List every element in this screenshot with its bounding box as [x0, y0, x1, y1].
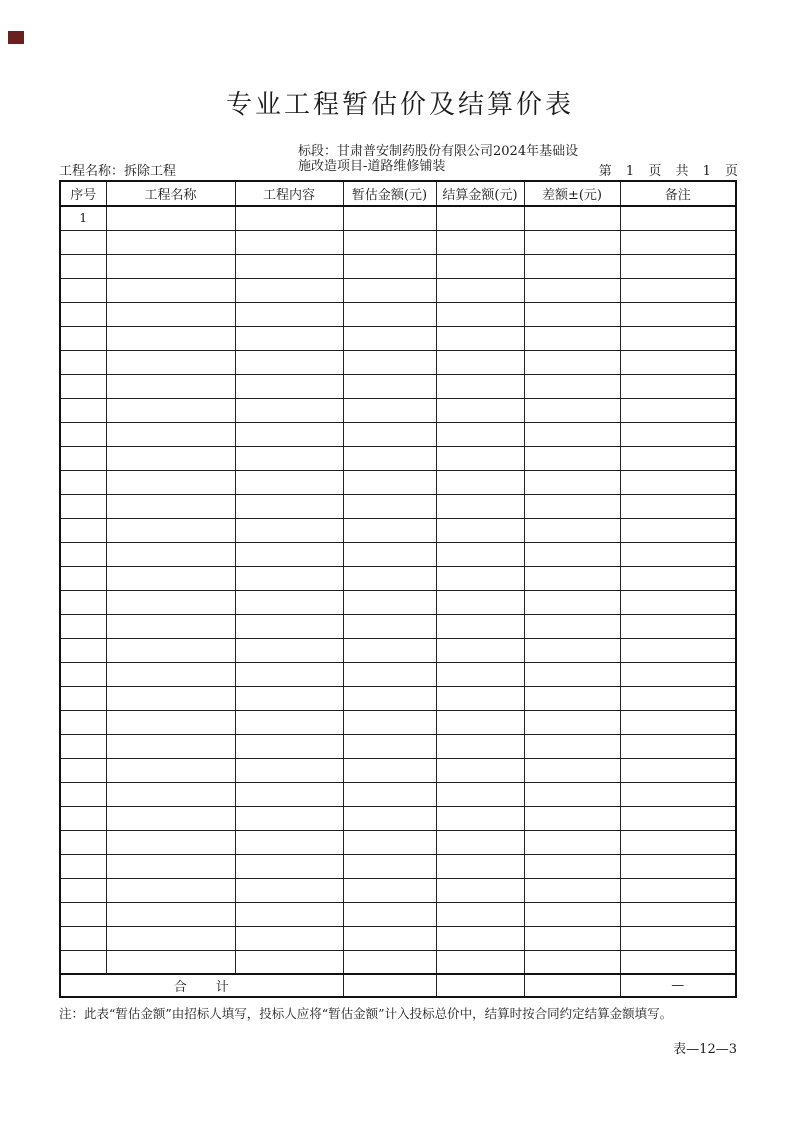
table-cell [436, 446, 524, 470]
table-cell [235, 398, 343, 422]
table-cell [524, 398, 620, 422]
header-difference: 差额±(元) [524, 181, 620, 206]
table-cell [524, 758, 620, 782]
table-row [60, 734, 736, 758]
table-cell [436, 518, 524, 542]
table-cell [60, 350, 106, 374]
table-cell [343, 518, 436, 542]
table-cell: 1 [60, 206, 106, 230]
table-cell [436, 590, 524, 614]
table-cell [106, 662, 235, 686]
table-cell [524, 878, 620, 902]
table-row [60, 494, 736, 518]
table-cell [235, 518, 343, 542]
header-row [60, 181, 736, 206]
section-info [298, 144, 578, 174]
table-cell [60, 926, 106, 950]
table-row [60, 398, 736, 422]
table-row [60, 446, 736, 470]
table-cell [524, 446, 620, 470]
table-cell [60, 542, 106, 566]
table-cell [343, 950, 436, 974]
table-cell [343, 254, 436, 278]
table-cell [60, 638, 106, 662]
table-cell [524, 782, 620, 806]
table-cell [343, 734, 436, 758]
table-cell [436, 878, 524, 902]
table-cell [60, 230, 106, 254]
table-cell [235, 350, 343, 374]
table-cell [620, 662, 736, 686]
table-cell [235, 230, 343, 254]
table-cell [620, 566, 736, 590]
table-cell [106, 638, 235, 662]
table-cell [620, 734, 736, 758]
table-cell [235, 254, 343, 278]
table-cell [436, 854, 524, 878]
table-cell [620, 302, 736, 326]
table-cell [343, 566, 436, 590]
table-cell [343, 374, 436, 398]
table-cell [524, 518, 620, 542]
table-cell [106, 494, 235, 518]
table-cell [620, 590, 736, 614]
table-row [60, 926, 736, 950]
table-cell [235, 614, 343, 638]
table-cell [524, 542, 620, 566]
table-cell [343, 206, 436, 230]
table-cell [60, 734, 106, 758]
total-row [60, 974, 736, 997]
table-cell [343, 350, 436, 374]
table-cell [620, 854, 736, 878]
table-cell [106, 422, 235, 446]
table-cell [235, 686, 343, 710]
table-cell [235, 302, 343, 326]
table-cell [524, 350, 620, 374]
table-cell [620, 422, 736, 446]
table-cell [60, 854, 106, 878]
table-row [60, 518, 736, 542]
table-cell [620, 686, 736, 710]
table-cell [436, 254, 524, 278]
table-cell [620, 230, 736, 254]
table-cell [106, 278, 235, 302]
table-cell [60, 782, 106, 806]
table-cell [235, 758, 343, 782]
section-line1: 标段：甘肃普安制药股份有限公司2024年基础设 [298, 144, 579, 159]
table-cell [106, 326, 235, 350]
table-cell [60, 254, 106, 278]
table-cell [235, 734, 343, 758]
table-cell [235, 206, 343, 230]
table-cell [620, 806, 736, 830]
table-cell [235, 854, 343, 878]
table-cell [106, 758, 235, 782]
table-cell [60, 758, 106, 782]
table-row [60, 686, 736, 710]
table-row [60, 710, 736, 734]
table-cell [436, 638, 524, 662]
table-cell [60, 710, 106, 734]
table-cell [235, 662, 343, 686]
table-cell [343, 302, 436, 326]
table-cell [620, 902, 736, 926]
table-cell [343, 614, 436, 638]
table-cell [343, 710, 436, 734]
table-cell [343, 662, 436, 686]
table-cell [620, 614, 736, 638]
table-cell [235, 926, 343, 950]
table-cell [343, 926, 436, 950]
table-cell [60, 326, 106, 350]
total-difference-cell [524, 974, 620, 997]
table-cell [343, 542, 436, 566]
table-cell [343, 758, 436, 782]
table-body [60, 206, 736, 974]
table-cell [620, 710, 736, 734]
table-cell [60, 278, 106, 302]
table-cell [235, 494, 343, 518]
header-seq: 序号 [60, 181, 106, 206]
table-cell [106, 902, 235, 926]
table-cell [60, 806, 106, 830]
table-cell [60, 470, 106, 494]
table-cell [620, 878, 736, 902]
header-settlement-amount: 结算金额(元) [436, 181, 524, 206]
table-cell [524, 422, 620, 446]
table-row [60, 614, 736, 638]
table-cell [524, 662, 620, 686]
table-cell [235, 950, 343, 974]
table-cell [436, 950, 524, 974]
table-cell [106, 710, 235, 734]
table-cell [524, 638, 620, 662]
header-estimated-amount: 暂估金额(元) [343, 181, 436, 206]
table-row [60, 470, 736, 494]
table-cell [620, 782, 736, 806]
table-cell [436, 566, 524, 590]
table-row [60, 206, 736, 230]
table-cell [343, 590, 436, 614]
table-cell [620, 542, 736, 566]
table-cell [343, 398, 436, 422]
table-row [60, 878, 736, 902]
table-row [60, 422, 736, 446]
table-cell [436, 734, 524, 758]
page-indicator: 第 1 页 共 1 页 [598, 164, 738, 179]
table-cell [620, 278, 736, 302]
table-cell [60, 374, 106, 398]
table-cell [436, 662, 524, 686]
table-cell [343, 446, 436, 470]
table-cell [106, 566, 235, 590]
table-row [60, 254, 736, 278]
table-cell [436, 278, 524, 302]
table-cell [524, 302, 620, 326]
table-cell [106, 590, 235, 614]
table-cell [106, 806, 235, 830]
table-cell [436, 902, 524, 926]
header-project-content: 工程内容 [235, 181, 343, 206]
section-line2: 施改造项目-道路维修铺装 [298, 159, 446, 174]
table-cell [524, 806, 620, 830]
table-cell [524, 254, 620, 278]
table-cell [436, 806, 524, 830]
table-cell [106, 398, 235, 422]
table-cell [343, 278, 436, 302]
table-cell [524, 590, 620, 614]
table-cell [524, 902, 620, 926]
table-cell [524, 566, 620, 590]
estimate-table [59, 180, 737, 998]
page-title: 专业工程暂估价及结算价表 [225, 90, 574, 120]
table-cell [106, 230, 235, 254]
table-cell [235, 566, 343, 590]
table-row [60, 806, 736, 830]
table-row [60, 374, 736, 398]
table-row [60, 854, 736, 878]
table-cell [436, 230, 524, 254]
table-cell [343, 230, 436, 254]
header-project-name: 工程名称 [106, 181, 235, 206]
table-cell [60, 422, 106, 446]
table-cell [343, 686, 436, 710]
total-estimated-cell [343, 974, 436, 997]
table-cell [620, 374, 736, 398]
table-row [60, 782, 736, 806]
table-cell [620, 446, 736, 470]
table-cell [524, 854, 620, 878]
total-label: 合 计 [60, 974, 343, 997]
table-cell [436, 758, 524, 782]
table-cell [106, 446, 235, 470]
table-cell [524, 374, 620, 398]
table-row [60, 902, 736, 926]
table-row [60, 950, 736, 974]
table-cell [343, 638, 436, 662]
table-row [60, 278, 736, 302]
table-cell [235, 278, 343, 302]
table-cell [436, 614, 524, 638]
table-cell [436, 782, 524, 806]
table-cell [106, 734, 235, 758]
table-cell [620, 398, 736, 422]
table-row [60, 830, 736, 854]
table-cell [524, 326, 620, 350]
table-cell [106, 302, 235, 326]
table-row [60, 590, 736, 614]
table-cell [343, 326, 436, 350]
table-cell [60, 902, 106, 926]
table-cell [436, 302, 524, 326]
table-cell [235, 590, 343, 614]
table-cell [60, 878, 106, 902]
table-cell [60, 494, 106, 518]
table-cell [60, 830, 106, 854]
table-cell [235, 902, 343, 926]
table-cell [106, 830, 235, 854]
table-cell [106, 614, 235, 638]
table-cell [620, 206, 736, 230]
table-cell [235, 830, 343, 854]
table-cell [620, 494, 736, 518]
table-cell [524, 734, 620, 758]
table-cell [524, 494, 620, 518]
table-cell [235, 710, 343, 734]
table-cell [524, 950, 620, 974]
form-code: 表—12—3 [673, 1042, 737, 1057]
project-name: 工程名称：拆除工程 [59, 164, 177, 179]
table-cell [106, 542, 235, 566]
table-cell [106, 950, 235, 974]
table-row [60, 350, 736, 374]
table-cell [343, 470, 436, 494]
table-cell [524, 206, 620, 230]
table-cell [436, 206, 524, 230]
table-cell [436, 470, 524, 494]
table-cell [524, 278, 620, 302]
table-cell [60, 566, 106, 590]
table-cell [620, 926, 736, 950]
table-cell [106, 350, 235, 374]
table-row [60, 230, 736, 254]
table-cell [235, 470, 343, 494]
table-cell [106, 782, 235, 806]
table-cell [620, 350, 736, 374]
table-cell [620, 254, 736, 278]
header-remarks: 备注 [620, 181, 736, 206]
total-settlement-cell [436, 974, 524, 997]
table-row [60, 566, 736, 590]
table-row [60, 638, 736, 662]
table-cell [60, 662, 106, 686]
table-cell [436, 374, 524, 398]
table-cell [524, 830, 620, 854]
table-cell [620, 518, 736, 542]
table-cell [235, 782, 343, 806]
table-cell [436, 494, 524, 518]
table-cell [343, 854, 436, 878]
table-cell [436, 926, 524, 950]
table-cell [343, 782, 436, 806]
table-cell [60, 302, 106, 326]
table-cell [436, 350, 524, 374]
table-cell [235, 326, 343, 350]
table-cell [620, 470, 736, 494]
table-cell [620, 638, 736, 662]
table-cell [106, 926, 235, 950]
table-cell [235, 374, 343, 398]
table-cell [343, 830, 436, 854]
table-cell [524, 926, 620, 950]
table-row [60, 758, 736, 782]
table-cell [106, 854, 235, 878]
table-row [60, 302, 736, 326]
table-cell [524, 470, 620, 494]
table-cell [106, 374, 235, 398]
table-cell [620, 758, 736, 782]
table-cell [106, 878, 235, 902]
footnote: 注：此表“暂估金额”由招标人填写，投标人应将“暂估金额”计入投标总价中，结算时按合同约定结算金额填写。 [59, 1006, 673, 1021]
table-cell [436, 710, 524, 734]
table-cell [60, 686, 106, 710]
table-cell [524, 614, 620, 638]
table-cell [235, 446, 343, 470]
table-cell [620, 830, 736, 854]
table-cell [436, 422, 524, 446]
table-cell [235, 806, 343, 830]
table-cell [235, 638, 343, 662]
table-cell [620, 950, 736, 974]
total-remark-cell: — [620, 974, 736, 997]
table-cell [60, 446, 106, 470]
table-cell [60, 950, 106, 974]
table-cell [106, 686, 235, 710]
table-cell [106, 206, 235, 230]
table-cell [106, 470, 235, 494]
table-cell [343, 494, 436, 518]
table-cell [235, 542, 343, 566]
table-cell [60, 518, 106, 542]
table-cell [60, 614, 106, 638]
table-cell [343, 878, 436, 902]
table-cell [106, 254, 235, 278]
table-cell [60, 590, 106, 614]
table-cell [436, 326, 524, 350]
table-cell [343, 806, 436, 830]
table-cell [524, 710, 620, 734]
table-cell [106, 518, 235, 542]
corner-mark [8, 31, 24, 44]
table-cell [60, 398, 106, 422]
table-cell [524, 230, 620, 254]
table-row [60, 542, 736, 566]
table-cell [343, 902, 436, 926]
table-cell [343, 422, 436, 446]
table-cell [436, 542, 524, 566]
table-cell [436, 398, 524, 422]
table-cell [436, 686, 524, 710]
table-cell [436, 830, 524, 854]
table-row [60, 326, 736, 350]
table-cell [235, 422, 343, 446]
table-cell [620, 326, 736, 350]
table-cell [235, 878, 343, 902]
table-row [60, 662, 736, 686]
table-cell [524, 686, 620, 710]
